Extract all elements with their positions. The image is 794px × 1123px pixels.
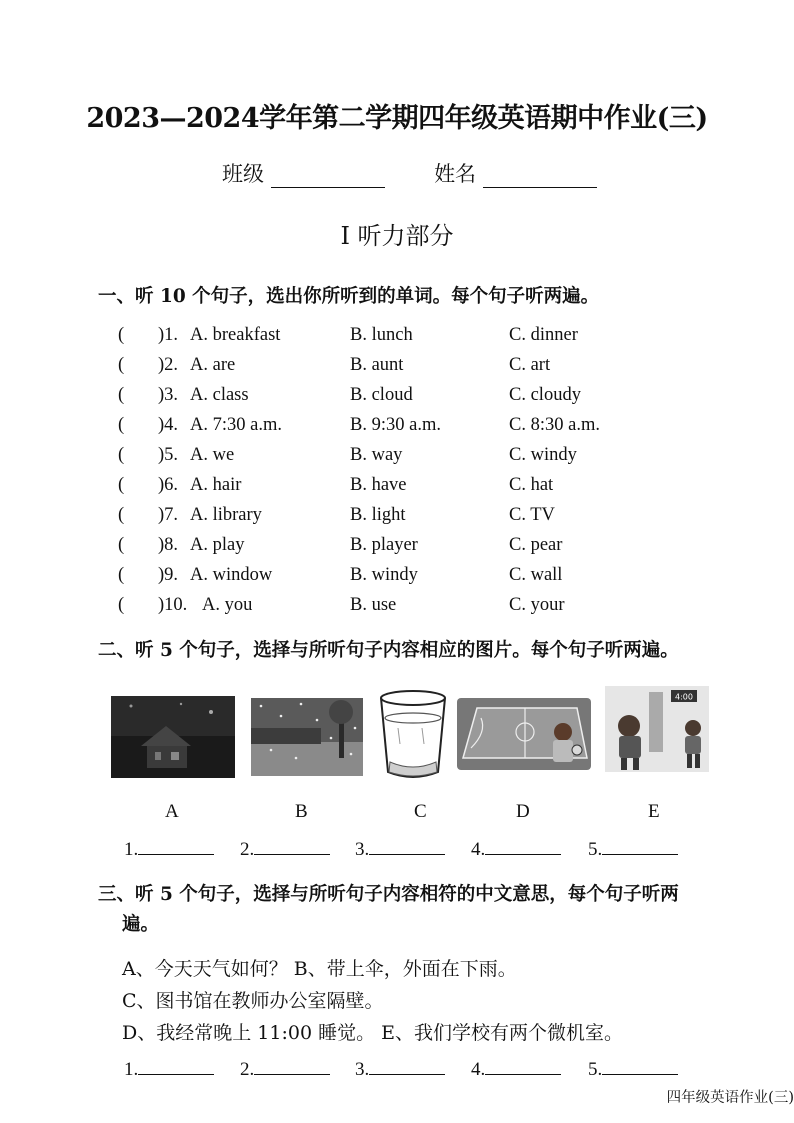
question-number: )9. xyxy=(158,565,179,585)
option-b: B. way xyxy=(350,445,403,465)
option-b: B. light xyxy=(350,505,406,525)
section1-heading: 一、听 10 个句子，选出你所听到的单词。每个句子听两遍。 xyxy=(98,286,600,307)
option-c: C. cloudy xyxy=(509,385,581,405)
option-a: A. we xyxy=(190,445,235,465)
name-blank[interactable] xyxy=(483,163,597,188)
question-number: )10. xyxy=(158,595,188,615)
question-number: )4. xyxy=(158,415,179,435)
answer-number: 5. xyxy=(588,1059,603,1080)
picture-d-basketball-court[interactable] xyxy=(457,698,591,770)
picture-label-d: D xyxy=(516,801,530,822)
answer-number: 1. xyxy=(124,839,139,860)
option-b: B. windy xyxy=(350,565,418,585)
question-number: )5. xyxy=(158,445,179,465)
option-c: C. hat xyxy=(509,475,554,495)
option-c: C. your xyxy=(509,595,565,615)
question-number: )3. xyxy=(158,385,179,405)
picture-a-night-house[interactable] xyxy=(111,696,235,778)
page-footer: 四年级英语作业(三) xyxy=(666,1090,794,1106)
answer-number: 2. xyxy=(240,839,255,860)
picture-label-b: B xyxy=(295,801,308,822)
picture-label-e: E xyxy=(648,801,660,822)
answer-blank[interactable] xyxy=(369,1056,445,1075)
picture-label-a: A xyxy=(165,801,179,822)
answer-number: 3. xyxy=(355,1059,370,1080)
answer-paren[interactable]: ( xyxy=(118,475,125,495)
section3-heading-line1: 三、听 5 个句子，选择与所听句子内容相符的中文意思，每个句子听两 xyxy=(98,884,679,905)
question-number: )1. xyxy=(158,325,179,345)
option-b: B. cloud xyxy=(350,385,413,405)
option-a: A. window xyxy=(190,565,273,585)
answer-number: 1. xyxy=(124,1059,139,1080)
answer-paren[interactable]: ( xyxy=(118,595,125,615)
option-c: C. 8:30 a.m. xyxy=(509,415,600,435)
answer-blank[interactable] xyxy=(254,836,330,855)
answer-paren[interactable]: ( xyxy=(118,505,125,525)
option-a: A. library xyxy=(190,505,262,525)
option-b: B. have xyxy=(350,475,407,495)
section3-answer-row xyxy=(0,1056,794,1082)
option-c: C. wall xyxy=(509,565,563,585)
option-b: B. 9:30 a.m. xyxy=(350,415,441,435)
answer-blank[interactable] xyxy=(138,836,214,855)
page-title: 2023—2024学年第二学期四年级英语期中作业(三) xyxy=(86,103,708,134)
name-label: 姓名 xyxy=(434,162,477,186)
option-b: B. lunch xyxy=(350,325,413,345)
option-c: C. windy xyxy=(509,445,577,465)
section3-heading-line2: 遍。 xyxy=(122,914,160,935)
picture-e-children-clock[interactable] xyxy=(605,686,709,772)
option-a: A. hair xyxy=(190,475,242,495)
question-number: )2. xyxy=(158,355,179,375)
chinese-option-line: C、图书馆在教师办公室隔壁。 xyxy=(122,990,384,1012)
answer-blank[interactable] xyxy=(602,836,678,855)
option-a: A. you xyxy=(202,595,253,615)
part-title: I 听力部分 xyxy=(340,222,454,250)
answer-paren[interactable]: ( xyxy=(118,355,125,375)
answer-number: 4. xyxy=(471,839,486,860)
picture-b-snowy-street[interactable] xyxy=(251,698,363,776)
clock-time: 4:00 xyxy=(675,692,693,702)
answer-paren[interactable]: ( xyxy=(118,415,125,435)
option-c: C. art xyxy=(509,355,551,375)
option-a: A. 7:30 a.m. xyxy=(190,415,282,435)
option-b: B. use xyxy=(350,595,397,615)
answer-paren[interactable]: ( xyxy=(118,535,125,555)
question-number: )6. xyxy=(158,475,179,495)
class-blank[interactable] xyxy=(271,163,385,188)
option-c: C. dinner xyxy=(509,325,578,345)
chinese-option-line: D、我经常晚上 11:00 睡觉。 E、我们学校有两个微机室。 xyxy=(122,1022,623,1044)
option-a: A. class xyxy=(190,385,249,405)
answer-paren[interactable]: ( xyxy=(118,445,125,465)
picture-label-c: C xyxy=(414,801,427,822)
section2-heading: 二、听 5 个句子，选择与所听句子内容相应的图片。每个句子听两遍。 xyxy=(98,640,679,661)
option-c: C. TV xyxy=(509,505,555,525)
option-a: A. play xyxy=(190,535,245,555)
answer-blank[interactable] xyxy=(602,1056,678,1075)
answer-blank[interactable] xyxy=(485,1056,561,1075)
answer-paren[interactable]: ( xyxy=(118,325,125,345)
answer-paren[interactable]: ( xyxy=(118,565,125,585)
question-number: )7. xyxy=(158,505,179,525)
question-number: )8. xyxy=(158,535,179,555)
class-label: 班级 xyxy=(222,162,264,186)
chinese-option-line: A、今天天气如何？ B、带上伞，外面在下雨。 xyxy=(122,958,517,980)
answer-number: 2. xyxy=(240,1059,255,1080)
picture-c-water-glass[interactable] xyxy=(378,688,448,780)
answer-number: 4. xyxy=(471,1059,486,1080)
option-b: B. player xyxy=(350,535,418,555)
answer-blank[interactable] xyxy=(138,1056,214,1075)
answer-blank[interactable] xyxy=(485,836,561,855)
option-c: C. pear xyxy=(509,535,563,555)
option-b: B. aunt xyxy=(350,355,404,375)
option-a: A. breakfast xyxy=(190,325,281,345)
answer-number: 3. xyxy=(355,839,370,860)
answer-number: 5. xyxy=(588,839,603,860)
answer-blank[interactable] xyxy=(254,1056,330,1075)
class-name-row xyxy=(222,158,597,188)
answer-blank[interactable] xyxy=(369,836,445,855)
answer-paren[interactable]: ( xyxy=(118,385,125,405)
option-a: A. are xyxy=(190,355,236,375)
section2-answer-row xyxy=(0,836,794,862)
